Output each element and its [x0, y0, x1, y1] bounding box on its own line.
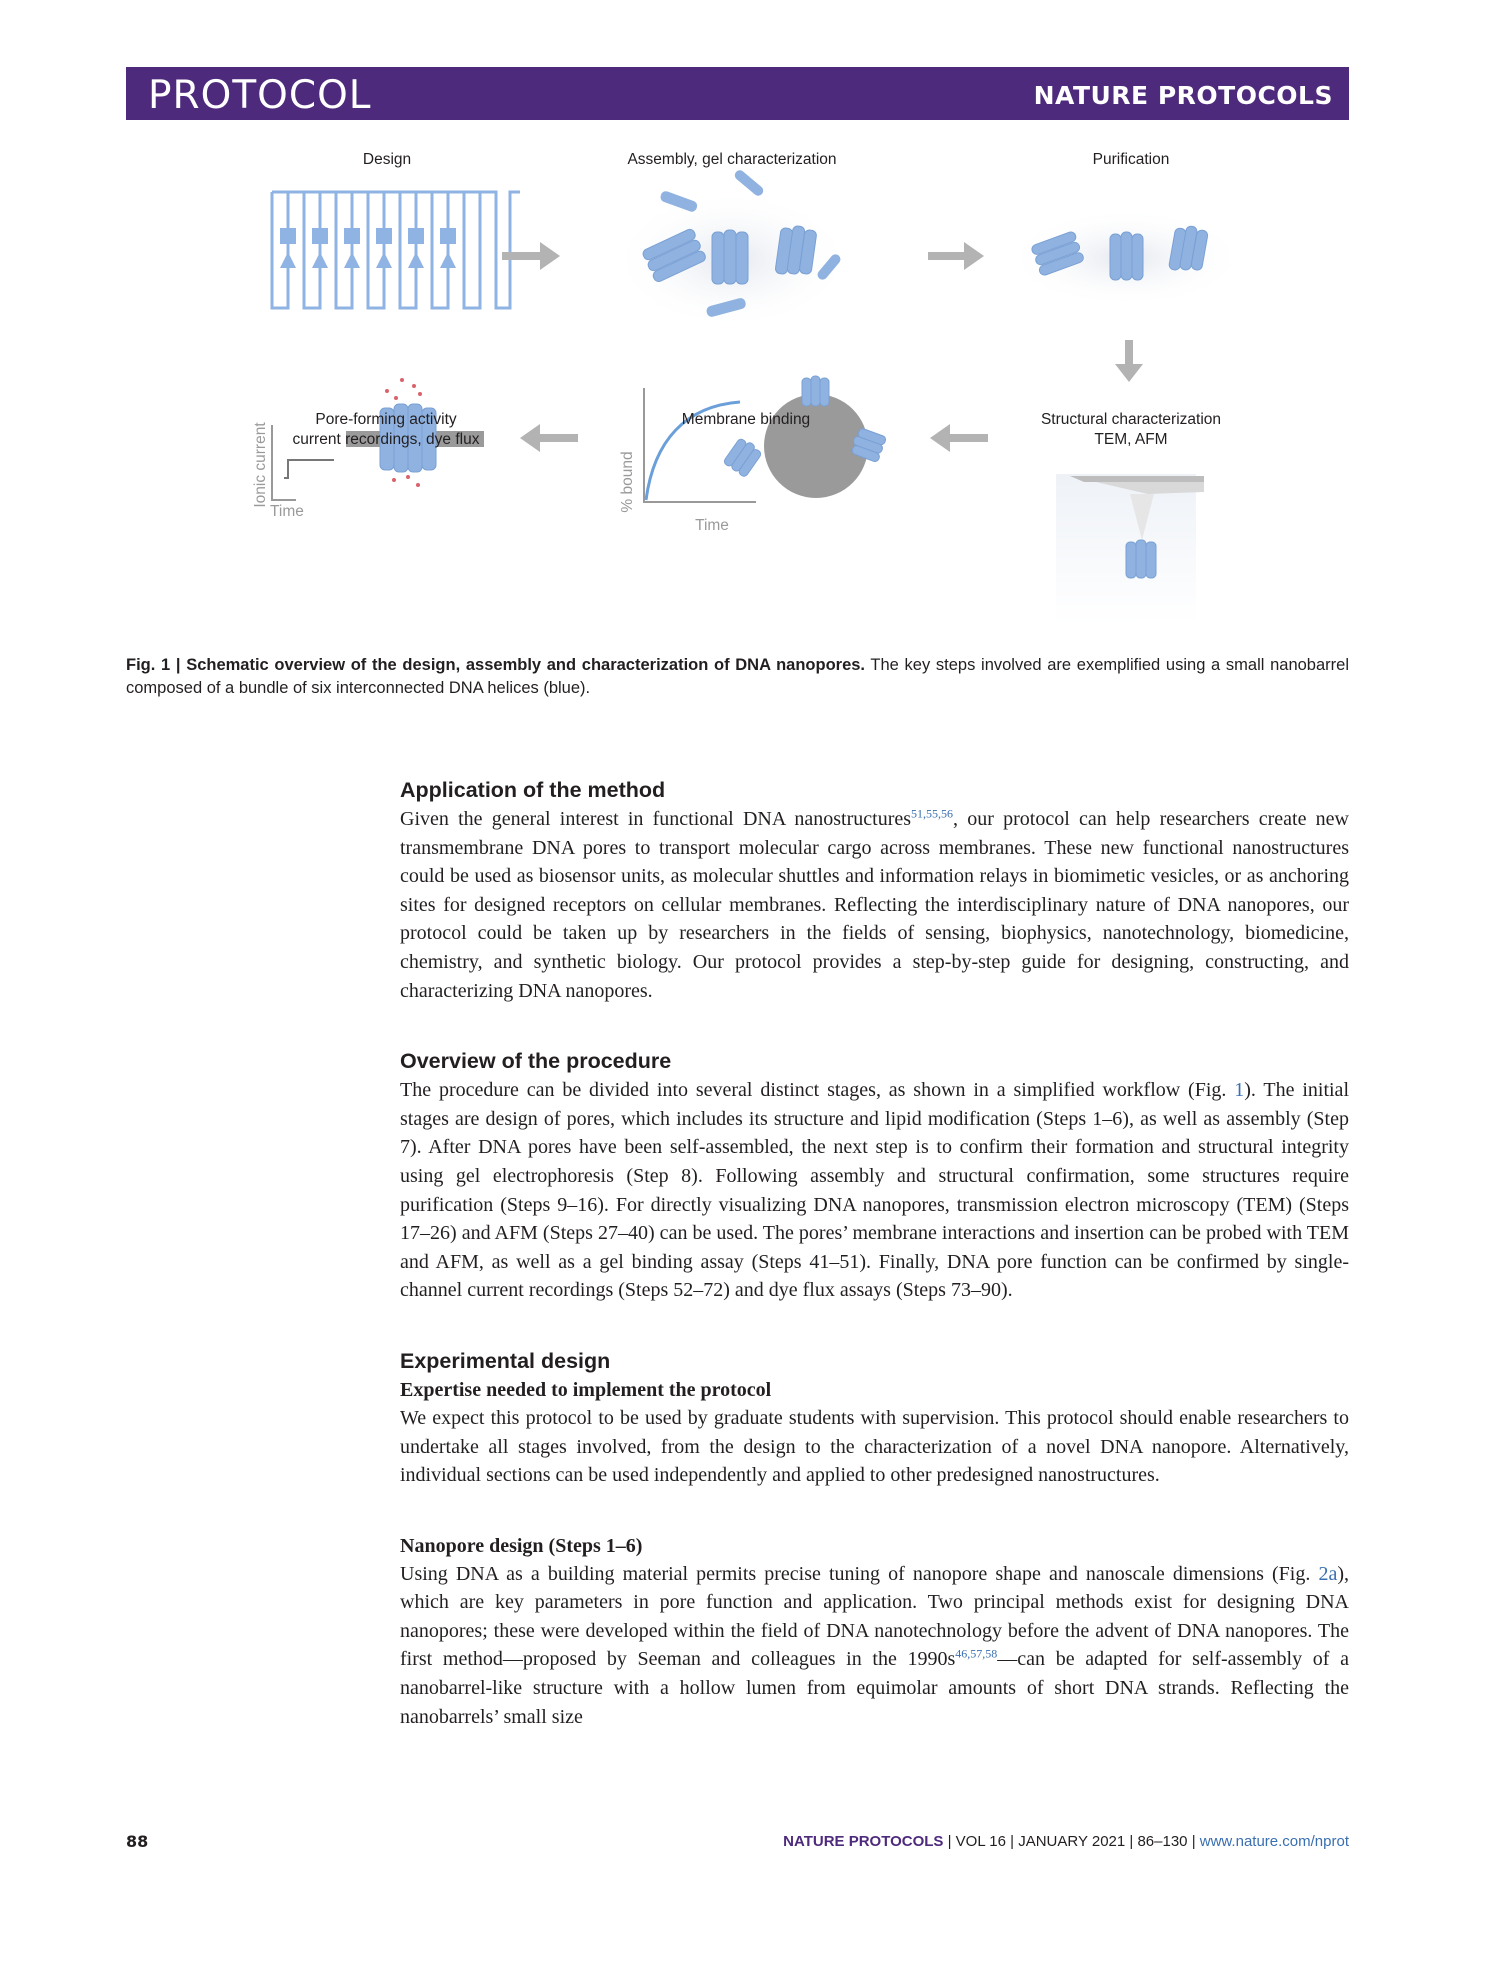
arrow-right-2	[928, 242, 984, 270]
figure-1	[126, 140, 1349, 640]
assembly-scene	[612, 168, 852, 330]
label-membrane: Membrane binding	[681, 411, 811, 428]
subheading-expertise: Expertise needed to implement the protocol	[400, 1378, 772, 1401]
caption-text: The key steps involved are exemplified using a small nanobarrel composed of a bundle of six interconnected DNA helices (blue).	[126, 656, 1349, 697]
purification-scene	[1006, 208, 1246, 308]
heading-overview: Overview of the procedure	[400, 1049, 672, 1074]
label-assembly: Assembly, gel characterization	[627, 151, 837, 168]
arrow-left-1	[520, 424, 578, 452]
footer-journal: NATURE PROTOCOLS	[783, 1833, 944, 1850]
caption-label: Fig. 1 |	[126, 656, 181, 674]
figure-caption	[126, 654, 1349, 700]
afm-scene	[1056, 474, 1204, 624]
footer-citation: NATURE PROTOCOLS | VOL 16 | JANUARY 2021 | 86–130 | www.nature.com/nprot	[783, 1833, 1349, 1850]
article-body	[400, 776, 1349, 1731]
label-design: Design	[362, 151, 412, 168]
design-schematic	[272, 192, 520, 308]
heading-application: Application of the method	[400, 778, 666, 802]
citation-refs[interactable]: 51,55,56	[911, 806, 954, 821]
axis-label-time-1: Time	[270, 503, 304, 520]
footer-date: JANUARY 2021	[1018, 1833, 1126, 1850]
vesicle-scene	[723, 376, 887, 498]
caption-title: Schematic overview of the design, assembly and characterization of DNA nanopores.	[186, 656, 866, 674]
page-number: 88	[126, 1832, 149, 1851]
journal-name: NATURE PROTOCOLS	[1033, 81, 1333, 110]
arrow-left-2	[930, 424, 988, 452]
label-pore-line2: current recordings, dye flux	[292, 431, 480, 448]
footer-url[interactable]: www.nature.com/nprot	[1199, 1833, 1349, 1850]
label-structural-line1: Structural characterization	[1040, 411, 1222, 428]
axis-label-ionic-current: Ionic current	[252, 422, 269, 508]
section-label: PROTOCOL	[148, 73, 372, 118]
paragraph-overview: The procedure can be divided into several distinct stages, as shown in a simplified workflow (Fig. 1). The initial stages are design of pores, which includes its structure and lipid modification (Steps 1–6), as well as assembly (Step 7). After DNA pores have been self-assembled, the next step is to confirm their formation and structural integrity using gel electrophoresis (Step 8). Following assembly and structural confirmation, some structures require purification (Steps 9–16). For directly visualizing DNA nanopores, transmission electron microscopy (TEM) (Steps 17–26) and AFM (Steps 27–40) can be used. The pores’ membrane interactions and insertion can be probed with TEM and AFM, as well as a gel binding assay (Steps 41–51). Finally, DNA pore function can be confirmed by single-channel current recordings (Steps 52–72) and dye flux assays (Steps 73–90).	[400, 1079, 1349, 1302]
figure-link-2a[interactable]: 2a	[1318, 1562, 1338, 1585]
footer-volume: VOL 16	[955, 1833, 1006, 1850]
axis-label-percent-bound: % bound	[619, 451, 636, 513]
axis-label-time-2: Time	[695, 517, 729, 534]
citation-refs-2[interactable]: 46,57,58	[955, 1646, 998, 1661]
header-banner	[126, 67, 1349, 120]
label-structural-line2: TEM, AFM	[1094, 431, 1168, 448]
label-pore-line1: Pore-forming activity	[315, 411, 457, 428]
heading-experimental: Experimental design	[400, 1348, 611, 1373]
footer-pages: 86–130	[1137, 1833, 1188, 1850]
figure-link[interactable]: 1	[1234, 1079, 1245, 1102]
paragraph-nanopore-design: Using DNA as a building material permits precise tuning of nanopore shape and nanoscale dimensions (Fig. 2a), which are key parameters in pore function and application. Two principal methods exist for designing DNA nanopores; these were developed within the field of DNA nanotechnology before the advent of DNA nanopores. The first method—proposed by Seeman and colleagues in the $1990s^{46,57,58}—can$ be adapted for self-assembly of a nanobarrel-like structure with a hollow lumen from equimolar amounts of short DNA strands. Reflecting the nanobarrels’ small size	[400, 1562, 1349, 1728]
subheading-nanopore-design: Nanopore design (Steps 1–6)	[400, 1534, 643, 1557]
figure-1-graphic	[126, 140, 1349, 640]
paragraph-expertise: We expect this protocol to be used by graduate students with supervision. This protocol should enable researchers to undertake all stages involved, from the design to the characterization of a novel DNA nanopore. Alternatively, individual sections can be used independently and applied to other predesigned nanostructures.	[400, 1406, 1349, 1487]
label-purification: Purification	[1092, 151, 1170, 168]
arrow-down	[1115, 340, 1143, 382]
paragraph-application: Given the general interest in functional DNA nanostructures$^{51,55,56}$, our protocol can help researchers create new transmembrane DNA pores to transport molecular cargo across membranes. These new functional nanostructures could be used as biosensor units, as molecular shuttles and information relays in biomimetic vesicles, or as anchoring sites for designed receptors on cellular membranes. Reflecting the interdisciplinary nature of DNA nanopores, our protocol could be taken up by researchers in the fields of sensing, biophysics, nanotechnology, biomedicine, chemistry, and synthetic biology. Our protocol provides a step-by-step guide for designing, constructing, and characterizing DNA nanopores.	[400, 806, 1349, 1002]
